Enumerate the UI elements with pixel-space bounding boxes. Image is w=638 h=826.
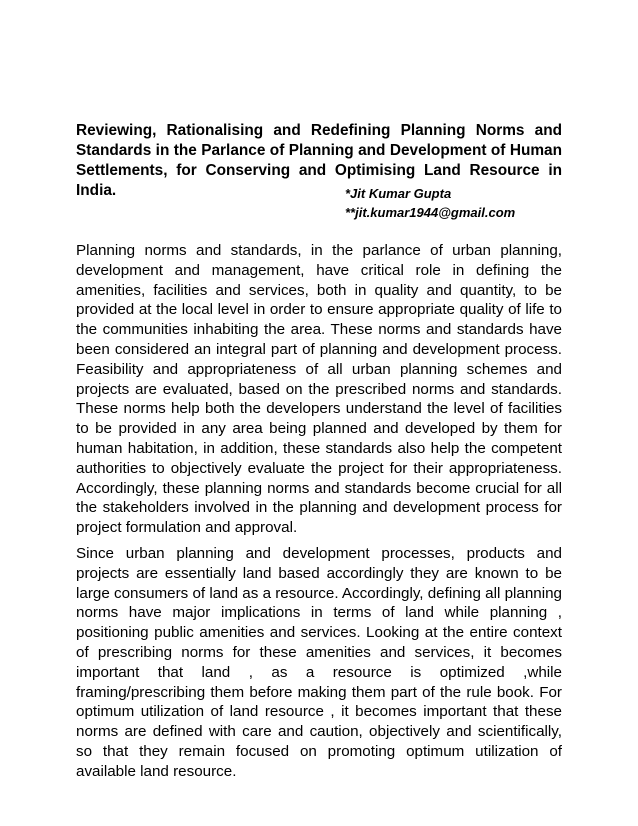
document-title: Reviewing, Rationalising and Redefining Planning Norms and Standards in the Parlance of Planning and Development of Human Settlements, for Conserving and Optimising Land Resource in India.	[76, 122, 562, 199]
author-email: **jit.kumar1944@gmail.com	[345, 205, 516, 220]
paragraph-1: Planning norms and standards, in the parlance of urban planning, development and management, have critical role in defining the amenities, facilities and services, both in quality and quantity, to be provided at the local level in order to ensure appropriate quality of life to the communities inhabiting the area. These norms and standards have been considered an integral part of planning and development process. Feasibility and appropriateness of all urban planning schemes and projects are evaluated, based on the prescribed norms and standards. These norms help both the developers understand the level of facilities to be provided in any area being planned and developed by them for human habitation, in addition, these standards also help the competent authorities to objectively evaluate the project for their appropriateness. Accordingly, these planning norms and standards become crucial for all the stakeholders involved in the planning and development process for project formulation and approval.	[76, 242, 562, 537]
author-block	[345, 184, 575, 222]
body-text	[76, 241, 562, 788]
author-name: *Jit Kumar Gupta	[345, 186, 452, 201]
paragraph-2: Since urban planning and development processes, products and projects are essentially land based accordingly they are known to be large consumers of land as a resource. Accordingly, defining all planning norms have major implications in terms of land while planning , positioning public amenities and services. Looking at the entire context of prescribing norms for these amenities and services, it becomes important that land , as a resource is optimized ,while framing/prescribing them before making them part of the rule book. For optimum utilization of land resource , it becomes important that these norms are defined with care and caution, objectively and scientifically, so that they remain focused on promoting optimum utilization of available land resource.	[76, 544, 562, 780]
